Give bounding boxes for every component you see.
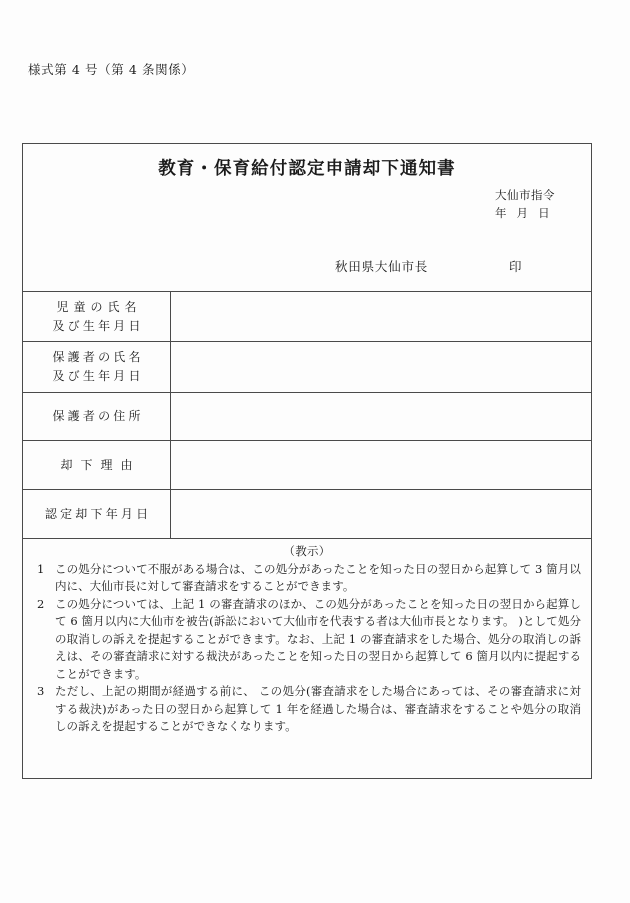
table-row bbox=[23, 490, 591, 539]
table-row bbox=[23, 393, 591, 441]
issuer-title: 秋田県大仙市長 bbox=[335, 259, 429, 274]
document-header bbox=[23, 144, 591, 291]
row-label-line1: 認定却下年月日 bbox=[44, 506, 152, 521]
row-value-guardian-address[interactable] bbox=[171, 393, 591, 440]
notice-heading: （教示） bbox=[283, 544, 331, 558]
seal-mark: 印 bbox=[509, 259, 522, 274]
row-value-rejection-date[interactable] bbox=[171, 490, 591, 538]
row-value-guardian-name[interactable] bbox=[171, 342, 591, 392]
notice-item-number: 2 bbox=[37, 596, 45, 611]
notice-item-number: 3 bbox=[37, 684, 45, 699]
notice-item bbox=[33, 596, 581, 683]
form-table bbox=[23, 291, 591, 539]
row-label-rejection-date bbox=[23, 490, 171, 538]
issue-label: 大仙市指令 bbox=[495, 188, 555, 202]
row-label-child-name bbox=[23, 292, 171, 341]
notice-item bbox=[33, 683, 581, 735]
row-label-line2: 及び生年月日 bbox=[52, 369, 144, 383]
page-title: 教育・保育給付認定申請却下通知書 bbox=[158, 159, 456, 179]
table-row bbox=[23, 342, 591, 393]
row-label-line1: 児童の氏名 bbox=[56, 299, 142, 314]
table-row bbox=[23, 292, 591, 342]
issue-date: 年 月 日 bbox=[495, 205, 553, 220]
row-label-guardian-name bbox=[23, 342, 171, 392]
row-value-rejection-reason[interactable] bbox=[171, 441, 591, 489]
row-label-line1: 保護者の住所 bbox=[52, 409, 144, 424]
row-label-rejection-reason bbox=[23, 441, 171, 489]
notice-item-number: 1 bbox=[37, 562, 45, 576]
row-label-guardian-address bbox=[23, 393, 171, 440]
form-number: 様式第 4 号（第 4 条関係） bbox=[28, 62, 195, 77]
table-row bbox=[23, 441, 591, 490]
notice-item-text: この処分について不服がある場合は、この処分があったことを知った日の翌日から起算して 3 箇月以内に、大仙市長に対して審査請求をすることができます。 bbox=[55, 562, 581, 594]
row-label-line1: 保護者の氏名 bbox=[52, 350, 144, 365]
notice-item-text: ただし、上記の期間が経過する前に、 この処分(審査請求をした場合にあっては、その審査請求に対する裁決)があった日の翌日から起算して 1 年を経過した場合は、審査請求をすることや処分の取消しの訴えを提起することができなくなります。 bbox=[55, 684, 581, 734]
row-label-line1: 却下理由 bbox=[60, 457, 141, 472]
notice-section bbox=[23, 539, 591, 778]
notice-item bbox=[33, 561, 581, 596]
issue-number-block bbox=[495, 187, 555, 223]
row-label-line2: 及び生年月日 bbox=[52, 318, 144, 333]
notice-item-text: この処分については、上記 1 の審査請求のほか、この処分があったことを知った日の翌日から起算して 6 箇月以内に大仙市を被告(訴訟において大仙市を代表する者は大仙市長となります。 )として処分の取消しの訴えを提起することができます。なお、上記 1 の審査請求をした場合、処分の取消しの訴えは、その審査請求に対する裁決があったことを知った日の翌日から起算して 6 箇月以内に提起することができます。 bbox=[55, 596, 581, 681]
issuer-row bbox=[23, 257, 591, 275]
document-frame bbox=[22, 143, 592, 779]
row-value-child-name[interactable] bbox=[171, 292, 591, 341]
